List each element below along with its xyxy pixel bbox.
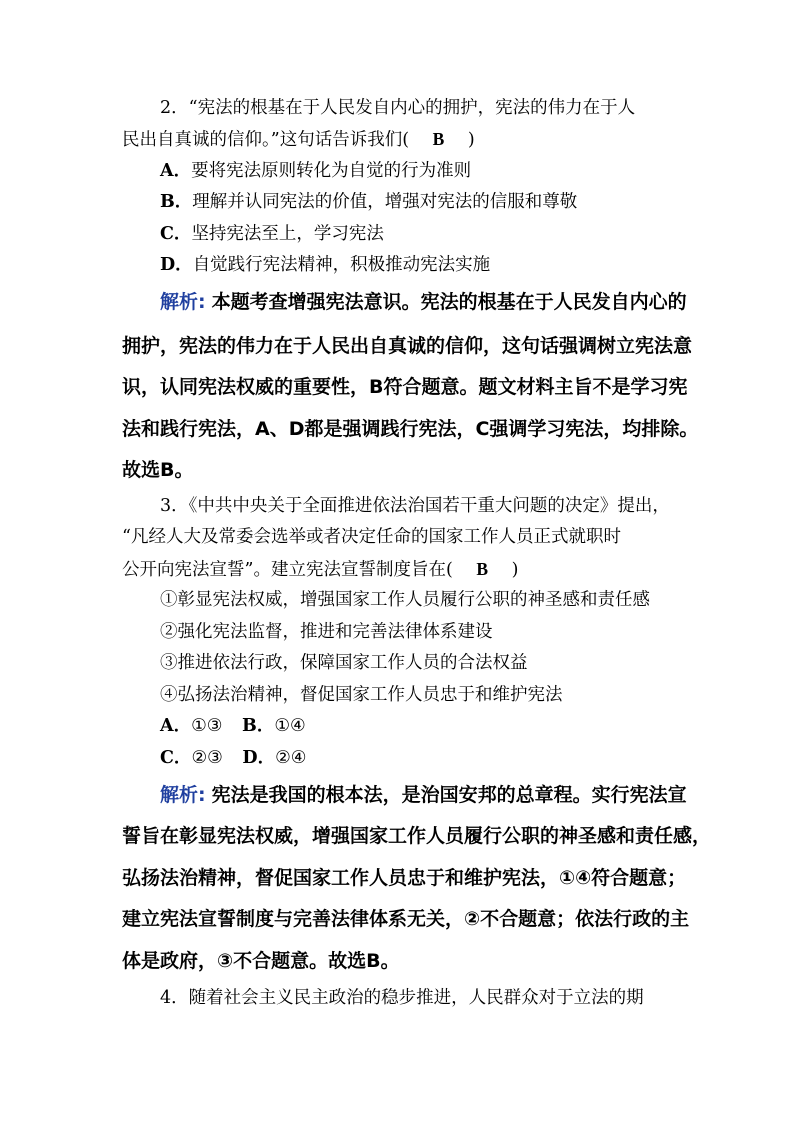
- q2-analysis-line3: 识，认同宪法权威的重要性，B符合题意。题文材料主旨不是学习宪: [122, 376, 688, 398]
- option-text: ②③: [191, 748, 223, 768]
- q3-analysis-line3: 弘扬法治精神，督促国家工作人员忠于和维护宪法，①④符合题意；: [122, 867, 687, 889]
- q3-stem-line1: 3．《中共中央关于全面推进依法治国若干重大问题的决定》提出，: [160, 496, 670, 516]
- q2-analysis-line4: 法和践行宪法，A、D都是强调践行宪法，C强调学习宪法，均排除。: [122, 418, 699, 440]
- q3-options-row1: [160, 715, 306, 737]
- option-letter: D．: [242, 748, 276, 768]
- q2-stem-text: 民出自真诚的信仰。”这句话告诉我们(: [122, 130, 410, 150]
- analysis-text: 宪法是我国的根本法，是治国安邦的总章程。实行宪法宣: [211, 784, 687, 806]
- option-letter: D．: [160, 255, 193, 275]
- q2-stem-line2: [122, 128, 475, 151]
- q2-stem-close: ): [467, 130, 475, 150]
- option-text: 要将宪法原则转化为自觉的行为准则: [191, 161, 472, 181]
- q3-options-row2: [160, 747, 306, 769]
- option-letter: C．: [160, 748, 192, 768]
- option-letter: A．: [160, 161, 192, 181]
- q2-option-c: [160, 223, 384, 245]
- q2-analysis-line5: 故选B。: [122, 459, 194, 481]
- q3-analysis-line5: 体是政府，③不合题意。故选B。: [122, 950, 400, 972]
- q3-statement-3: ③推进依法行政，保障国家工作人员的合法权益: [160, 653, 528, 673]
- q2-analysis-line2: 拥护，宪法的伟力在于人民出自真诚的信仰，这句话强调树立宪法意: [122, 335, 693, 357]
- q3-answer: B: [476, 559, 489, 579]
- analysis-label: 解析:: [160, 291, 206, 313]
- q2-option-d: [160, 254, 490, 276]
- option-text: ①④: [274, 716, 306, 736]
- q3-stem-close: ): [511, 560, 519, 580]
- q4-stem-line1: 4．随着社会主义民主政治的稳步推进，人民群众对于立法的期: [160, 988, 644, 1008]
- q3-analysis-line2: 誓旨在彰显宪法权威，增强国家工作人员履行公职的神圣感和责任感，: [122, 825, 712, 847]
- q2-answer: B: [432, 129, 445, 149]
- option-letter: B．: [242, 716, 275, 736]
- analysis-text: 本题考查增强宪法意识。宪法的根基在于人民发自内心的: [211, 291, 687, 313]
- q3-statement-1: ①彰显宪法权威，增强国家工作人员履行公职的神圣感和责任感: [160, 590, 650, 610]
- q3-analysis-line1: [160, 783, 687, 807]
- q2-option-a: [160, 160, 471, 182]
- option-text: 坚持宪法至上，学习宪法: [191, 224, 384, 244]
- q3-stem-line2: “凡经人大及常委会选举或者决定任命的国家工作人员正式就职时: [122, 527, 621, 547]
- q3-statement-2: ②强化宪法监督，推进和完善法律体系建设: [160, 622, 493, 642]
- q2-option-b: [160, 191, 577, 213]
- q3-stem-text: 公开向宪法宣誓”。建立宪法宣誓制度旨在(: [122, 560, 453, 580]
- option-letter: A．: [160, 716, 192, 736]
- analysis-label: 解析:: [160, 784, 206, 806]
- option-text: 理解并认同宪法的价值，增强对宪法的信服和尊敬: [192, 192, 578, 212]
- q3-analysis-line4: 建立宪法宣誓制度与完善法律体系无关，②不合题意；依法行政的主: [122, 908, 690, 930]
- option-text: 自觉践行宪法精神，积极推动宪法实施: [192, 255, 491, 275]
- option-letter: C．: [160, 224, 192, 244]
- q2-stem-line1: 2．“宪法的根基在于人民发自内心的拥护，宪法的伟力在于人: [160, 98, 636, 118]
- q3-stem-line3: [122, 558, 518, 581]
- option-text: ②④: [275, 748, 307, 768]
- option-text: ①③: [191, 716, 223, 736]
- q2-analysis-line1: [160, 290, 687, 314]
- option-letter: B．: [160, 192, 193, 212]
- q3-statement-4: ④弘扬法治精神，督促国家工作人员忠于和维护宪法: [160, 685, 563, 705]
